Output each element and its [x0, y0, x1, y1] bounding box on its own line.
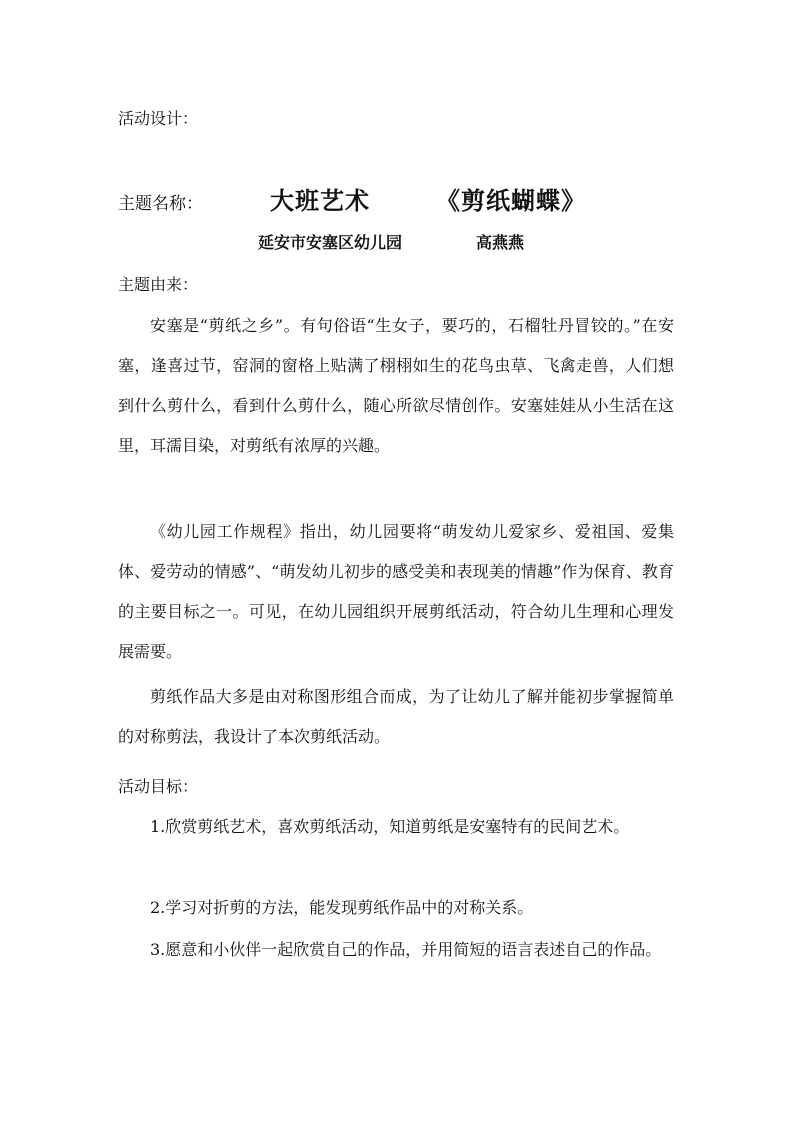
byline-school: 延安市安塞区幼儿园: [258, 233, 403, 252]
origin-paragraph: 《幼儿园工作规程》指出，幼儿园要将“萌发幼儿爱家乡、爱祖国、爱集体、爱劳动的情感”、“萌发幼儿初步的感受美和表现美的情趣”作为保育、教育的主要目标之一。可见，在幼儿园组织开展剪纸活动，符合幼儿生理和心理发展需要。: [118, 522, 674, 661]
origin-paragraph: 剪纸作品大多是由对称图形组合而成，为了让幼儿了解并能初步掌握简单的对称剪法，我设计了本次剪纸活动。: [118, 687, 674, 746]
theme-label: 主题名称：: [118, 194, 203, 214]
section-heading-goals: 活动目标：: [118, 777, 199, 796]
byline-author: 高燕燕: [476, 233, 525, 252]
section-heading-origin: 主题由来：: [118, 275, 199, 294]
origin-paragraph: 安塞是“剪纸之乡”。有句俗语“生女子，要巧的，石榴牡丹冒铰的。”在安塞，逢喜过节，窑洞的窗格上贴满了栩栩如生的花鸟虫草、飞禽走兽，人们想到什么剪什么，看到什么剪什么，随心所欲尽情创作。安塞娃娃从小生活在这里，耳濡目染，对剪纸有浓厚的兴趣。: [118, 316, 674, 455]
section-heading-activity-design: 活动设计：: [118, 109, 199, 128]
theme-title: 《剪纸蝴蝶》: [436, 187, 586, 215]
goal-item: 1.欣赏剪纸艺术，喜欢剪纸活动，知道剪纸是安塞特有的民间艺术。: [150, 817, 630, 836]
goal-item: 3.愿意和小伙伴一起欣赏自己的作品，并用简短的语言表述自己的作品。: [150, 940, 662, 959]
theme-category: 大班艺术: [270, 187, 370, 215]
goal-item: 2.学习对折剪的方法，能发现剪纸作品中的对称关系。: [150, 898, 534, 917]
